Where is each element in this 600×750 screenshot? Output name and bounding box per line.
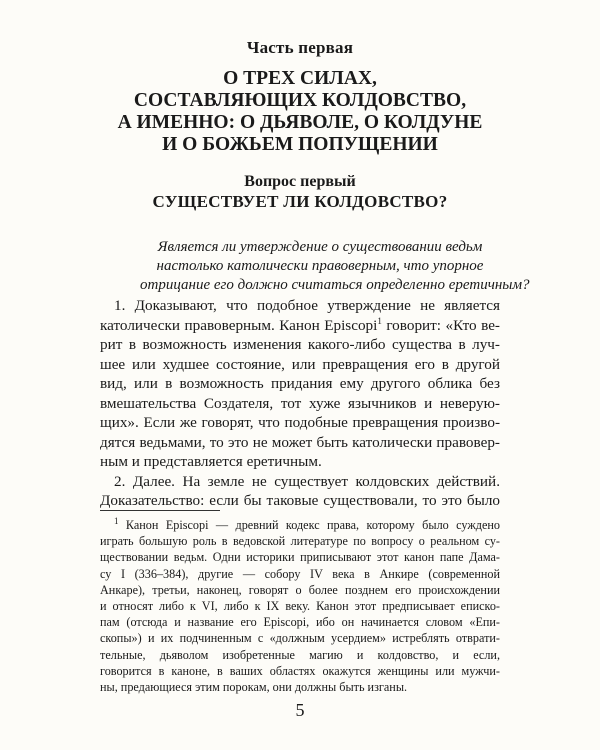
paragraph-1-line: рит в возможность изменения какого-либо существа в луч- — [100, 336, 500, 353]
epigraph-line: отрицание его должно считаться определенно еретичным? — [140, 277, 530, 293]
paragraph-1-line: вид, или в возможность придания ему другого облика без — [100, 375, 500, 392]
footnote-ref[interactable]: 1 — [377, 315, 382, 326]
page-number: 5 — [295, 700, 305, 720]
footnote-line: пам (отсюда и название его Episcopi, ибо он начинается словом «Епи- — [100, 615, 500, 630]
footnote-line: ществовании ведьм. Одни историки приписывают этот канон папе Дама- — [100, 550, 500, 565]
paragraph-1-line: щих». Если же говорят, что подобные превращения произво- — [100, 414, 500, 431]
part-title-line: И О БОЖЬЕМ ПОПУЩЕНИИ — [162, 134, 438, 155]
main-text — [100, 296, 500, 511]
part-label: Часть первая — [246, 38, 354, 57]
paragraph-1-line: шее или худшее состояние, или превращения его в другой — [100, 355, 500, 373]
epigraph-line: настолько католически правоверным, что упорное — [156, 258, 484, 274]
footnote-divider — [100, 510, 220, 511]
footnote — [100, 517, 500, 695]
epigraph-line: Является ли утверждение о существовании ведьм — [157, 239, 483, 255]
footnote-marker: 1 — [114, 515, 119, 526]
part-title-line: А ИМЕННО: О ДЬЯВОЛЕ, О КОЛДУНЕ — [117, 112, 483, 133]
question-label: Вопрос первый — [244, 173, 356, 190]
paragraph-1-line: католически правоверным. Канон Episcopi$^1$ говорит: «Кто ве- — [100, 315, 500, 334]
footnote-line: Анкаре), третьи, наконец, говорят о более позднем его происхождении — [100, 582, 500, 597]
part-title-line: О ТРЕХ СИЛАХ, — [223, 68, 377, 89]
footnote-line: и относят либо к VI, либо к IX веку. Канон этот предписывает еписко- — [100, 599, 500, 614]
paragraph-1-line: 1. Доказывают, что подобное утверждение не является — [114, 297, 500, 314]
epigraph — [140, 238, 530, 295]
footnote-line: су I (336–384), другие — собору IV века в Анкире (современной — [100, 566, 500, 581]
footnote-line: скопы») и их подчиненным с «должным усердием» истреблять отврати- — [100, 631, 500, 646]
paragraph-1-line: дятся ведьмами, то это не может быть католически правовер- — [100, 433, 500, 451]
part-title — [80, 68, 520, 156]
question-title: СУЩЕСТВУЕТ ЛИ КОЛДОВСТВО? — [152, 192, 448, 211]
paragraph-1-line: вмешательства Создателя, тот хуже язычников и неверую- — [100, 394, 500, 412]
footnote-line: говорится в каноне, в ваших областях окажутся женщины или мужчи- — [100, 663, 500, 678]
paragraph-2-line: 2. Далее. На земле не существует колдовских действий. — [114, 472, 500, 490]
footnote-line: тельные, дьяволом изобретенные магию и колдовство, и если, — [100, 647, 500, 662]
paragraph-2-line: Доказательство: если бы таковые существовали, то это было — [100, 492, 500, 509]
part-title-line: СОСТАВЛЯЮЩИХ КОЛДОВСТВО, — [133, 90, 467, 111]
footnote-line: играть большую роль в ведовской литературе по вопросу о реальном су- — [100, 534, 500, 549]
paragraph-1-line: ным и представляется еретичным. — [100, 453, 322, 470]
footnote-line: $^1$ Канон Episcopi — древний кодекс права, которому было суждено — [114, 515, 500, 532]
footnote-line: ны, предающиеся этим порокам, они должны быть изганы. — [100, 680, 408, 695]
